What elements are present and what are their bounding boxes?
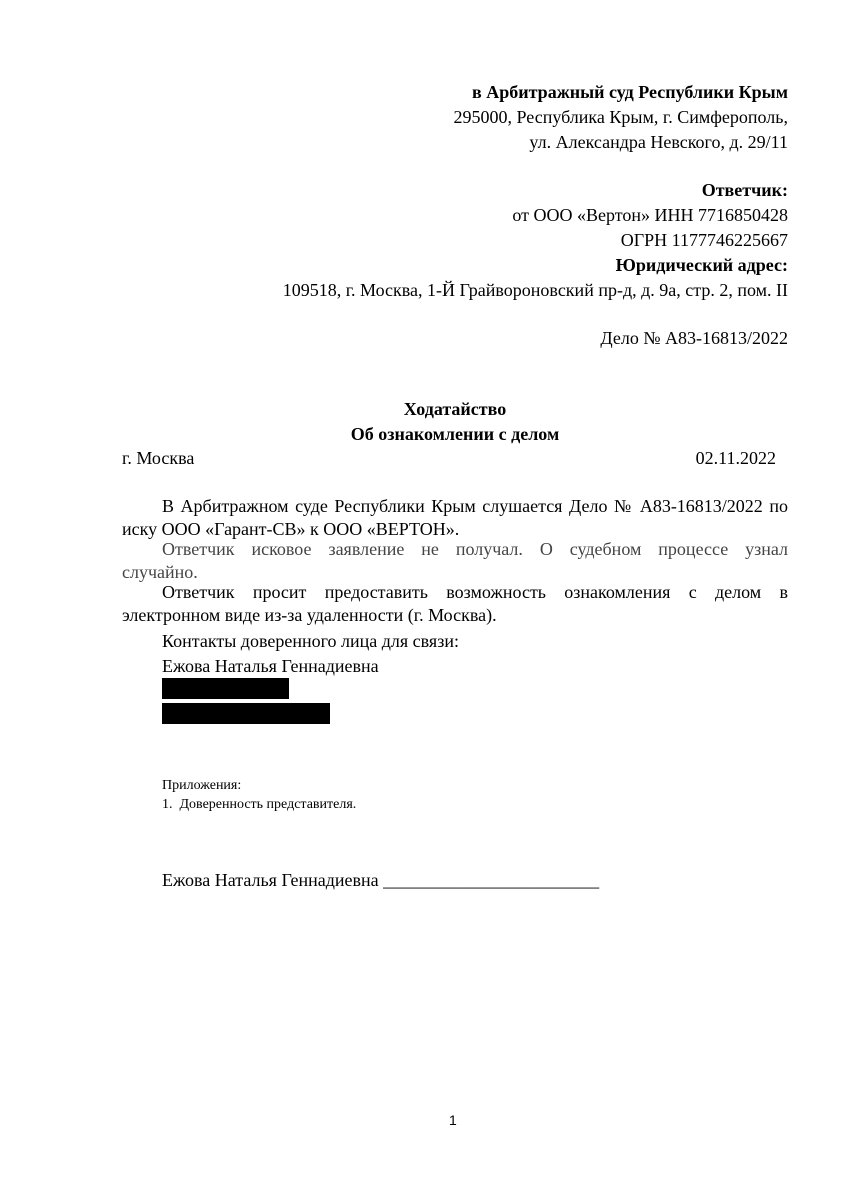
- attachments-label: Приложения:: [162, 778, 242, 793]
- respondent-name: от ООО «Вертон» ИНН 7716850428: [512, 205, 788, 225]
- redacted-block-1: [162, 678, 289, 699]
- paragraph-3-line-1: Ответчик просит предоставить возможность ознакомления с делом в: [162, 582, 788, 602]
- paragraph-1-line-1: В Арбитражном суде Республики Крым слушается Дело № А83-16813/2022 по: [162, 496, 788, 516]
- legal-address-label: Юридический адрес:: [615, 255, 788, 275]
- page-number: 1: [449, 1112, 457, 1128]
- redacted-block-2: [162, 703, 330, 724]
- document-subtitle: Об ознакомлении с делом: [350, 424, 560, 444]
- date: 02.11.2022: [695, 448, 776, 468]
- case-number: Дело № А83-16813/2022: [600, 328, 788, 348]
- signature-name: Ежова Наталья Геннадиевна: [162, 870, 379, 890]
- paragraph-3-line-2: электронном виде из-за удаленности (г. Москва).: [122, 605, 497, 625]
- attachment-item: 1. Доверенность представителя.: [162, 797, 357, 812]
- paragraph-1-line-2: иску ООО «Гарант-СВ» к ООО «ВЕРТОН».: [122, 519, 460, 539]
- paragraph-2-line-2: случайно.: [122, 562, 198, 582]
- signature-line: ________________________: [383, 870, 600, 890]
- place: г. Москва: [122, 448, 195, 468]
- paragraph-2-line-1: Ответчик исковое заявление не получал. О судебном процессе узнал: [162, 539, 788, 559]
- court-name: в Арбитражный суд Республики Крым: [472, 82, 788, 102]
- contacts-label: Контакты доверенного лица для связи:: [162, 631, 459, 651]
- signature-block: [162, 869, 599, 891]
- legal-address: 109518, г. Москва, 1-Й Грайвороновский пр-д, д. 9а, стр. 2, пом. II: [282, 280, 788, 300]
- contact-name: Ежова Наталья Геннадиевна: [162, 656, 379, 676]
- document-title: Ходатайство: [403, 399, 507, 419]
- respondent-ogrn: ОГРН 1177746225667: [620, 230, 788, 250]
- respondent-label: Ответчик:: [701, 180, 788, 200]
- court-address-line2: ул. Александра Невского, д. 29/11: [529, 132, 788, 152]
- court-address-line1: 295000, Республика Крым, г. Симферополь,: [453, 107, 788, 127]
